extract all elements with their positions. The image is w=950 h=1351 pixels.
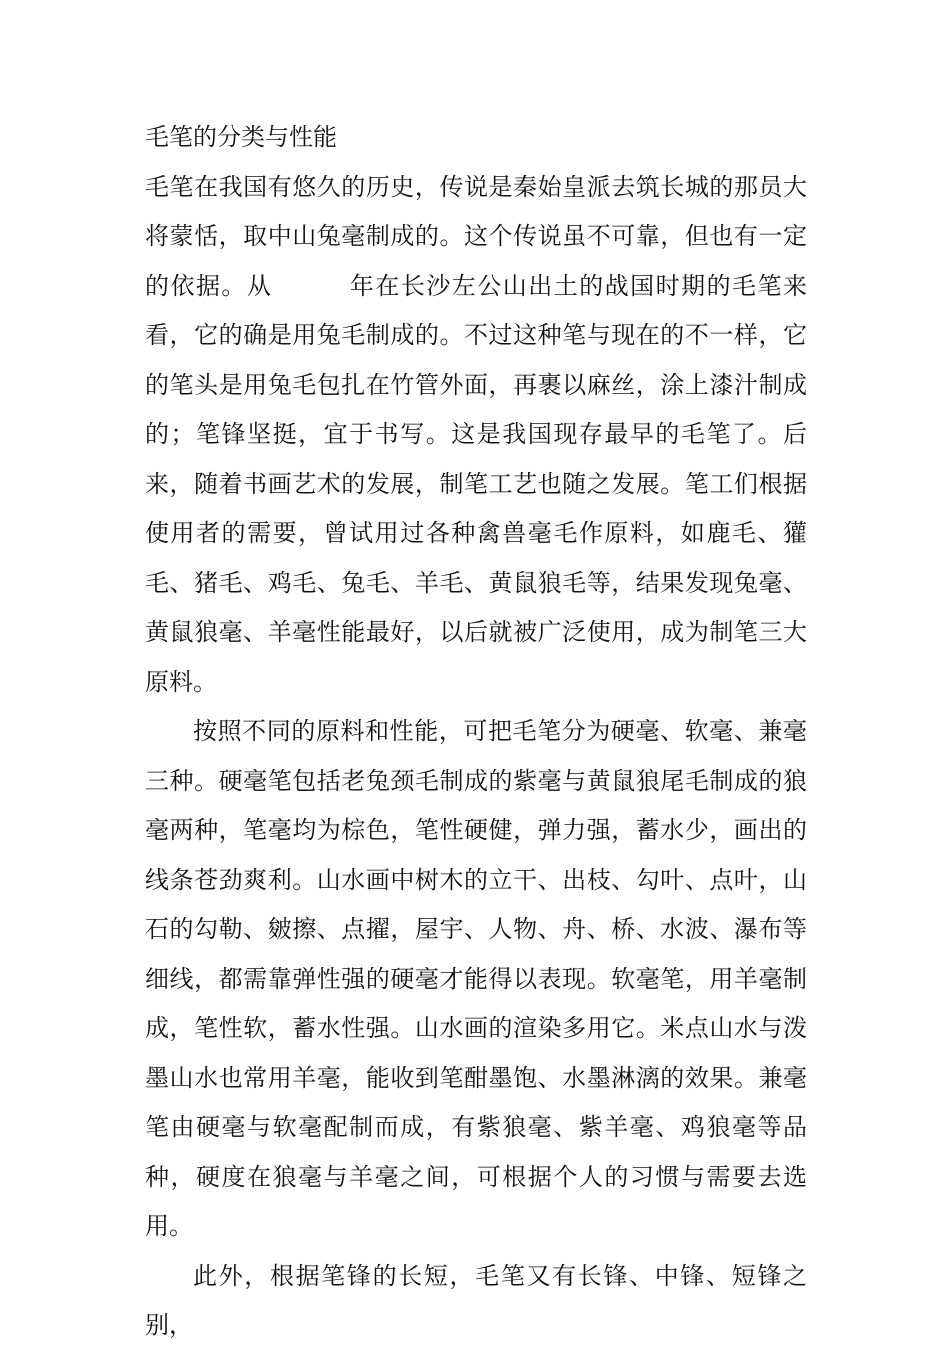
- document-body: [145, 113, 807, 1351]
- document-title: 毛笔的分类与性能: [145, 123, 337, 151]
- paragraph-2: 按照不同的原料和性能，可把毛笔分为硬毫、软毫、兼毫三种。硬毫笔包括老兔颈毛制成的紫毫与黄鼠狼尾毛制成的狼毫两种，笔毫均为棕色，笔性硬健，弹力强，蓄水少，画出的线条苍劲爽利。山水画中树木的立干、出枝、勾叶、点叶，山石的勾勒、皴擦、点擢，屋宇、人物、舟、桥、水波、瀑布等细线，都需靠弹性强的硬毫才能得以表现。软毫笔，用羊毫制成，笔性软，蓄水性强。山水画的渲染多用它。米点山水与泼墨山水也常用羊毫，能收到笔酣墨饱、水墨淋漓的效果。兼毫笔由硬毫与软毫配制而成，有紫狼毫、紫羊毫、鸡狼毫等品种，硬度在狼毫与羊毫之间，可根据个人的习惯与需要去选用。: [145, 717, 807, 1240]
- paragraph-1-text-b: 年在长沙左公山出土的战国时期的毛笔来看，它的确是用兔毛制成的。不过这种笔与现在的不一样，它的笔头是用兔毛包扎在竹管外面，再裹以麻丝，涂上漆汁制成的；笔锋坚挺，宜于书写。这是我国现存最早的毛笔了。后来，随着书画艺术的发展，制笔工艺也随之发展。笔工们根据使用者的需要，曾试用过各种禽兽毫毛作原料，如鹿毛、獾毛、猪毛、鸡毛、兔毛、羊毛、黄鼠狼毛等，结果发现兔毫、黄鼠狼毫、羊毫性能最好，以后就被广泛使用，成为制笔三大原料。: [145, 271, 808, 696]
- paragraph-3: 此外，根据笔锋的长短，毛笔又有长锋、中锋、短锋之别，: [145, 1261, 807, 1339]
- paragraph-1: [145, 163, 807, 708]
- paragraph-1-text-a: 毛笔在我国有悠久的历史，传说是秦始皇派去筑长城的那员大将蒙恬，取中山兔毫制成的。这个传说虽不可靠，但也有一定的依据。从: [145, 172, 807, 300]
